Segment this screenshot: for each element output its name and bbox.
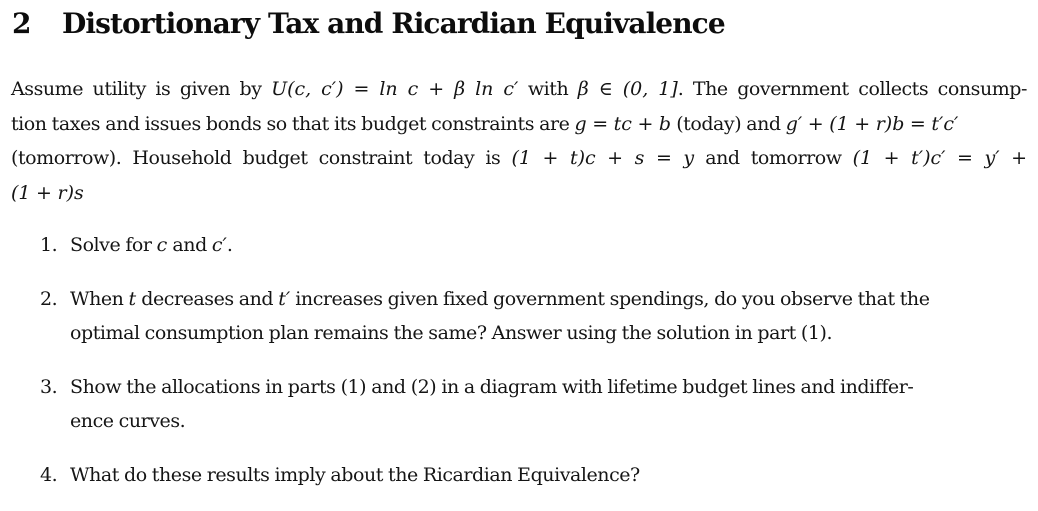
question-text xyxy=(70,228,1015,263)
question-list xyxy=(40,228,1015,511)
section-heading xyxy=(12,4,725,44)
question-text-part: . xyxy=(226,234,233,256)
question-text-part: Solve for xyxy=(70,234,157,256)
question-number: 2. xyxy=(40,287,58,310)
question-item xyxy=(40,282,1015,351)
question-text-part: decreases and xyxy=(136,287,279,310)
intro-line xyxy=(11,72,1027,107)
question-text: optimal consumption plan remains the same? Answer using the solution in part (1). xyxy=(70,322,833,344)
math-symbol: c xyxy=(156,234,168,256)
intro-text: (tomorrow). Household budget constraint today is xyxy=(11,147,512,169)
question-number: 3. xyxy=(40,375,58,398)
question-item xyxy=(40,370,1015,439)
beta-range-formula: β ∈ (0, 1] xyxy=(577,78,678,100)
intro-text: . The government collects consump- xyxy=(677,78,1027,100)
question-text: ence curves. xyxy=(70,410,186,432)
section-title: Distortionary Tax and Ricardian Equivalence xyxy=(62,7,725,40)
household-budget-tomorrow-formula: (1 + t′)c′ = y′ + xyxy=(852,147,1027,169)
question-text: What do these results imply about the Ricardian Equivalence? xyxy=(70,463,640,486)
question-text xyxy=(70,282,1015,317)
intro-line xyxy=(11,107,1027,142)
question-text-part: When xyxy=(70,287,129,310)
question-number: 1. xyxy=(40,234,58,256)
household-budget-today-formula: (1 + t)c + s = y xyxy=(511,147,695,169)
math-symbol: t′ xyxy=(278,287,291,310)
intro-line xyxy=(11,141,1027,176)
question-text-part: increases given fixed government spendings, do you observe that the xyxy=(290,287,930,310)
gov-budget-tomorrow-formula: g′ + (1 + r)b = t′c′ xyxy=(785,112,959,135)
question-item xyxy=(40,228,1015,263)
utility-function-formula: U(c, c′) = ln c + β ln c′ xyxy=(271,78,519,100)
section-number: 2 xyxy=(12,7,31,40)
intro-paragraph xyxy=(11,72,1027,210)
question-item xyxy=(40,458,1015,493)
math-symbol: c′ xyxy=(211,234,227,256)
intro-text: (today) and xyxy=(671,112,786,135)
intro-text: with xyxy=(518,78,578,100)
intro-text: Assume utility is given by xyxy=(11,78,272,100)
intro-text: tion taxes and issues bonds so that its budget constraints are xyxy=(11,112,575,135)
intro-line xyxy=(11,176,1027,211)
intro-text: and tomorrow xyxy=(694,147,853,169)
question-text: Show the allocations in parts (1) and (2) in a diagram with lifetime budget lines and indiffer- xyxy=(70,375,914,398)
gov-budget-today-formula: g = tc + b xyxy=(574,112,672,135)
question-text-part: and xyxy=(167,234,212,256)
math-symbol: t xyxy=(128,287,137,310)
household-budget-tomorrow-formula-cont: (1 + r)s xyxy=(11,181,84,204)
question-number: 4. xyxy=(40,463,58,486)
